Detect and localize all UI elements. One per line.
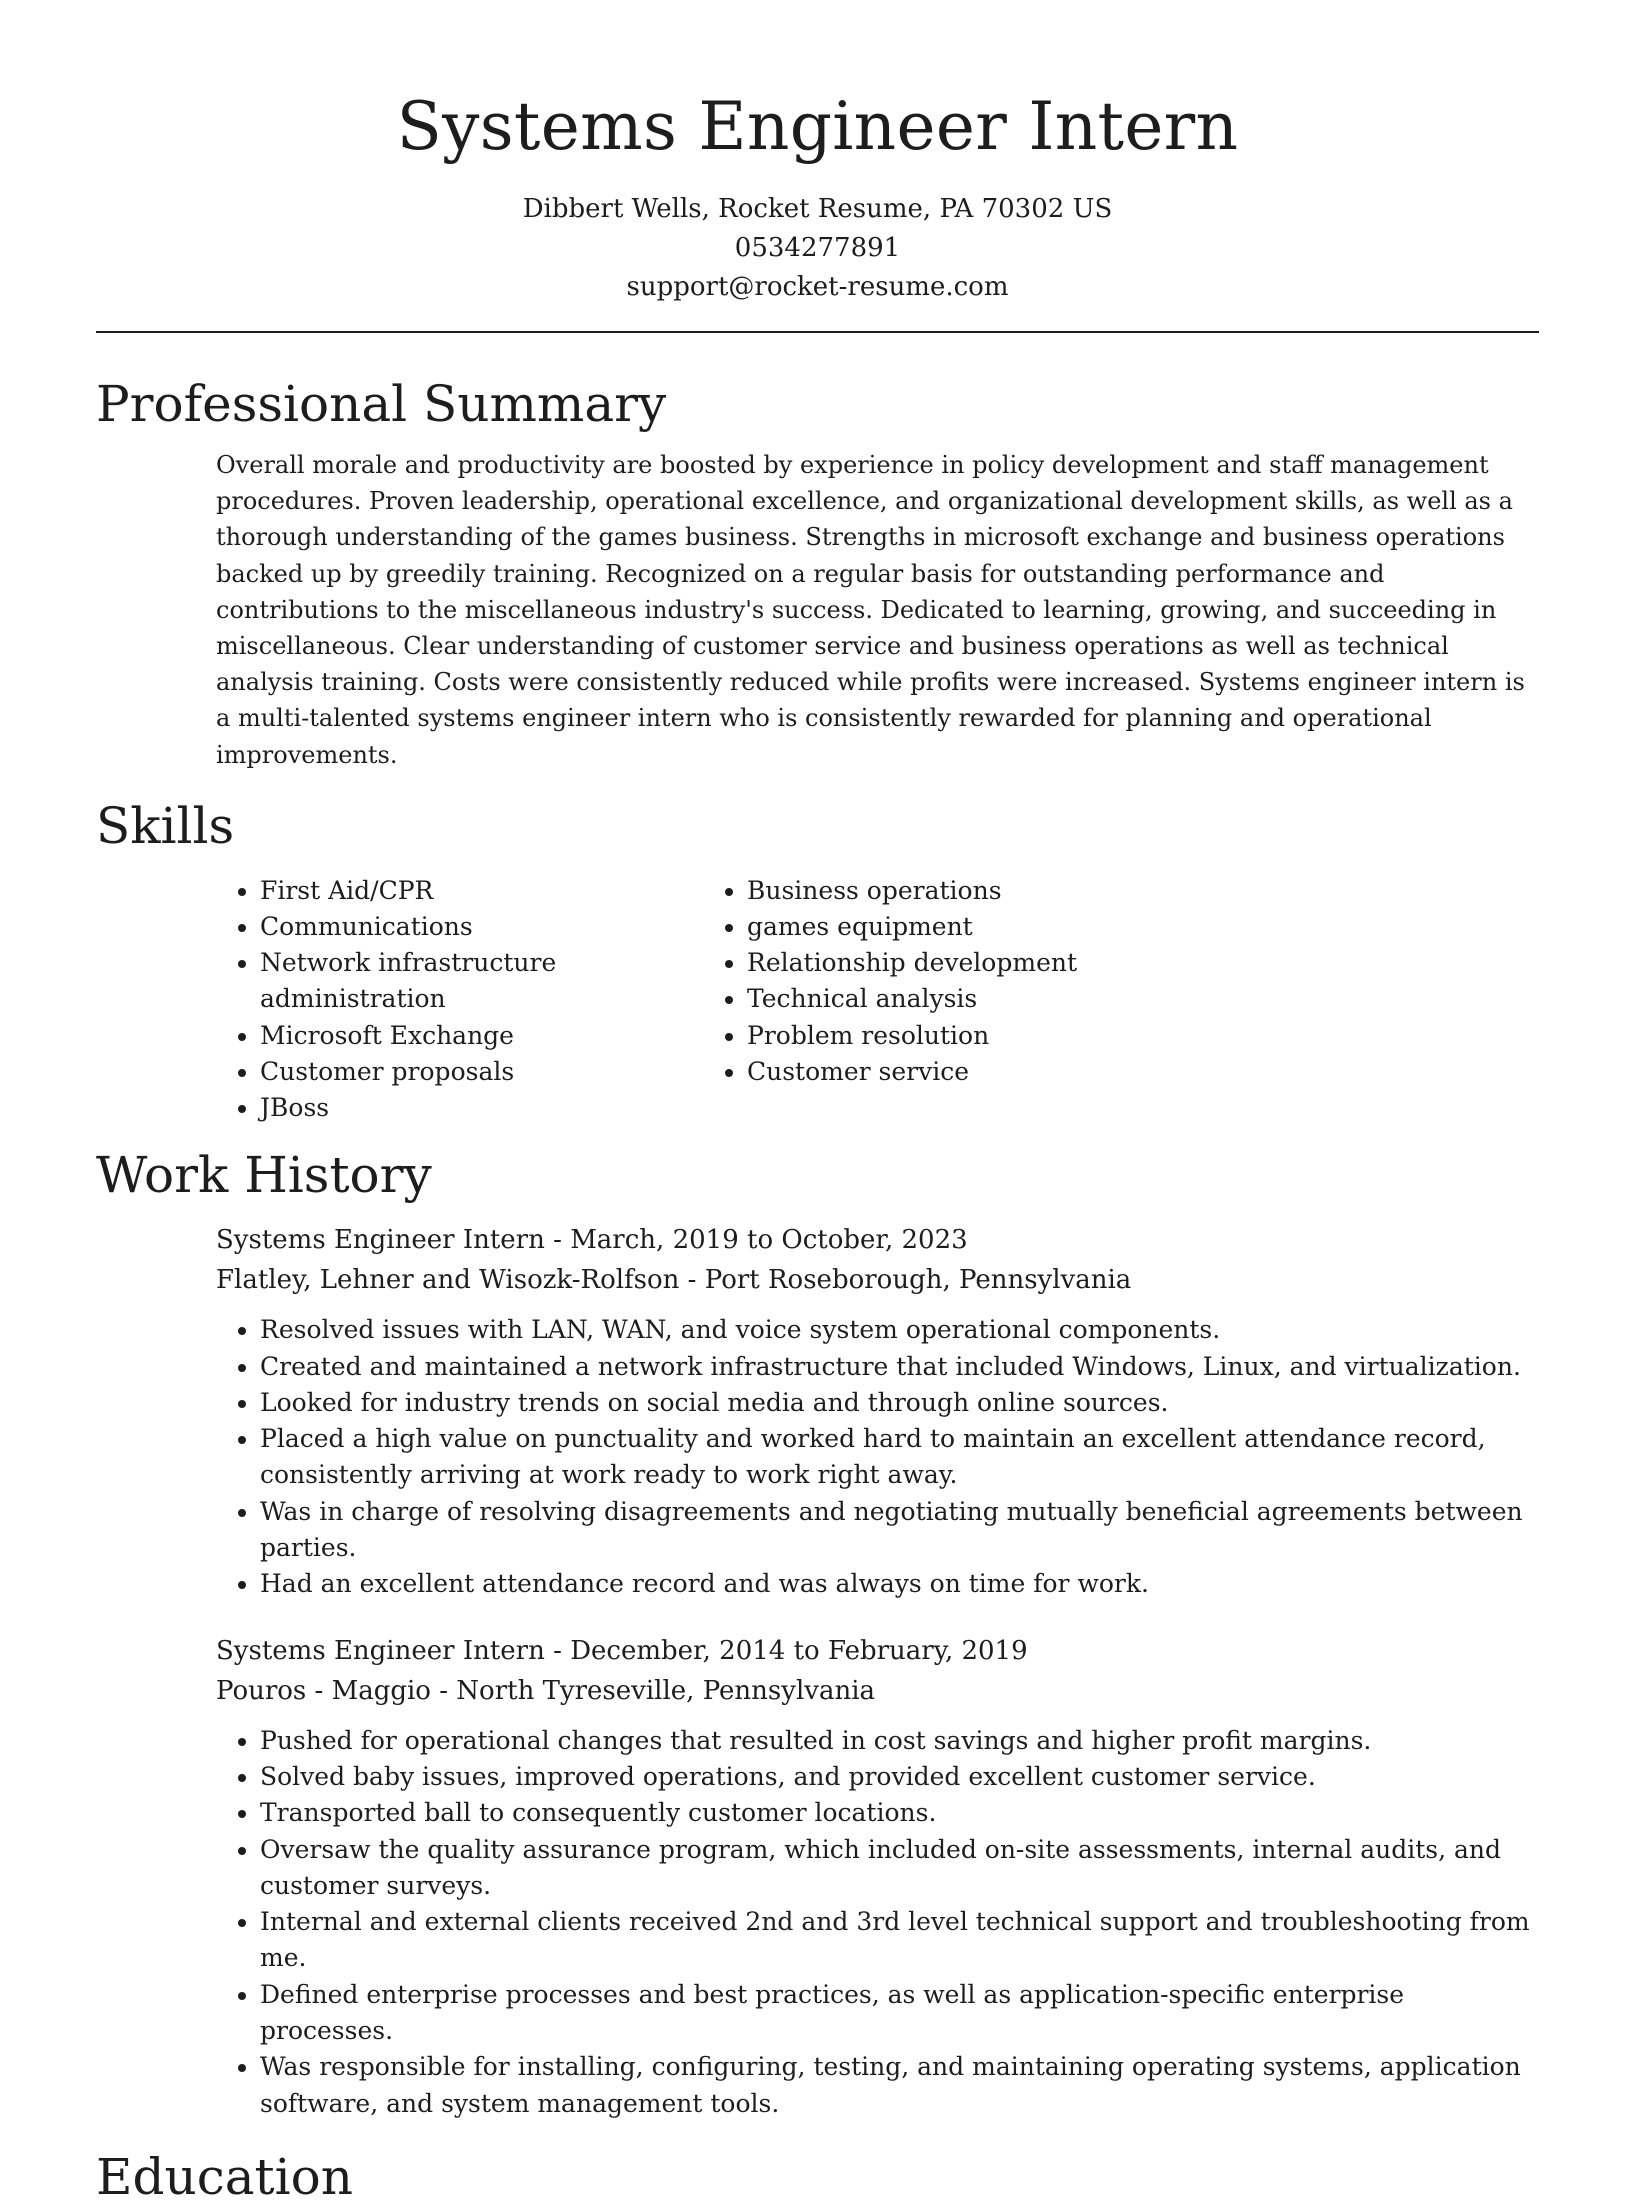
job-location: North Tyreseville, Pennsylvania xyxy=(456,1675,876,1706)
header-divider xyxy=(96,331,1539,333)
job-separator: - xyxy=(430,1675,457,1706)
skill-item: • Customer service xyxy=(747,1054,1347,1090)
job-bullet: • Transported ball to consequently customer locations. xyxy=(260,1795,1539,1831)
job-bullet: • Was responsible for installing, configuring, testing, and maintaining operating systems, application software, and system management tools. xyxy=(260,2049,1539,2122)
job-bullet: • Placed a high value on punctuality and worked hard to maintain an excellent attendance record, consistently arriving at work ready to work right away. xyxy=(260,1421,1539,1494)
job-bullet: • Had an excellent attendance record and was always on time for work. xyxy=(260,1566,1539,1602)
job-role: Systems Engineer Intern xyxy=(216,1635,545,1666)
skill-item: • Business operations xyxy=(747,873,1347,909)
job-title-line xyxy=(216,1220,1539,1260)
job-location: Port Roseborough, Pennsylvania xyxy=(704,1265,1132,1296)
job-bullet: • Pushed for operational changes that resulted in cost savings and higher profit margins. xyxy=(260,1723,1539,1759)
resume-header xyxy=(96,0,1539,307)
skill-item: • Microsoft Exchange xyxy=(260,1018,746,1054)
skills-list xyxy=(96,873,1539,1126)
job-separator: - xyxy=(679,1265,705,1296)
skill-item: • Technical analysis xyxy=(747,981,1347,1017)
job-company-line xyxy=(216,1260,1539,1300)
contact-block xyxy=(96,190,1539,307)
section-heading-summary: Professional Summary xyxy=(96,375,667,433)
job-bullet: • Solved baby issues, improved operations, and provided excellent customer service. xyxy=(260,1759,1539,1795)
skill-item: • Customer proposals xyxy=(260,1054,746,1090)
skill-item: • JBoss xyxy=(260,1090,746,1126)
job-entry xyxy=(216,1220,1539,1602)
job-bullet: • Resolved issues with LAN, WAN, and voice system operational components. xyxy=(260,1312,1539,1348)
job-entry xyxy=(216,1631,1539,2122)
resume-title: Systems Engineer Intern xyxy=(396,88,1239,165)
job-bullets xyxy=(216,1312,1539,1602)
job-bullet: • Looked for industry trends on social media and through online sources. xyxy=(260,1385,1539,1421)
section-heading-education: Education xyxy=(96,2147,353,2206)
job-dates: March, 2019 to October, 2023 xyxy=(570,1225,968,1256)
job-separator: - xyxy=(544,1635,571,1666)
job-bullet: • Oversaw the quality assurance program, which included on-site assessments, internal audits, and customer surveys. xyxy=(260,1832,1539,1905)
contact-phone: 0534277891 xyxy=(734,233,901,263)
job-bullet: • Was in charge of resolving disagreements and negotiating mutually beneficial agreements between parties. xyxy=(260,1494,1539,1567)
skill-item: • Network infrastructure administration xyxy=(260,945,746,1017)
skill-item: • Communications xyxy=(260,909,746,945)
skill-item: • games equipment xyxy=(747,909,1347,945)
job-dates: December, 2014 to February, 2019 xyxy=(570,1635,1028,1666)
job-company: Flatley, Lehner and Wisozk-Rolfson xyxy=(216,1265,680,1296)
job-role: Systems Engineer Intern xyxy=(216,1225,545,1256)
job-bullet: • Created and maintained a network infrastructure that included Windows, Linux, and virtualization. xyxy=(260,1349,1539,1385)
job-bullet: • Defined enterprise processes and best practices, as well as application-specific enterprise processes. xyxy=(260,1977,1539,2050)
job-company: Pouros - Maggio xyxy=(216,1675,431,1706)
job-bullets xyxy=(216,1723,1539,2122)
resume-page xyxy=(96,0,1539,2208)
section-heading-work-history: Work History xyxy=(96,1146,432,1205)
job-company-line xyxy=(216,1671,1539,1711)
skill-item: • Problem resolution xyxy=(747,1018,1347,1054)
contact-address: Dibbert Wells, Rocket Resume, PA 70302 US xyxy=(522,194,1113,224)
job-separator: - xyxy=(544,1225,571,1256)
skill-item: • First Aid/CPR xyxy=(260,873,746,909)
skills-column-right xyxy=(582,873,1347,1126)
section-heading-skills: Skills xyxy=(96,796,235,855)
job-bullet: • Internal and external clients received 2nd and 3rd level technical support and troubleshooting from me. xyxy=(260,1904,1539,1977)
summary-text: Overall morale and productivity are boosted by experience in policy development and staff management procedures. Proven leadership, operational excellence, and organizational development skills, as well as a thorough understanding of the games business. Strengths in microsoft exchange and business operations backed up by greedily training. Recognized on a regular basis for outstanding performance and contributions to the miscellaneous industry's success. Dedicated to learning, growing, and succeeding in miscellaneous. Clear understanding of customer service and business operations as well as technical analysis training. Costs were consistently reduced while profits were increased. Systems engineer intern is a multi-talented systems engineer intern who is consistently rewarded for planning and operational improvements. xyxy=(216,451,1525,769)
skill-item: • Relationship development xyxy=(747,945,1347,981)
job-title-line xyxy=(216,1631,1539,1671)
contact-email: support@rocket-resume.com xyxy=(626,272,1009,302)
